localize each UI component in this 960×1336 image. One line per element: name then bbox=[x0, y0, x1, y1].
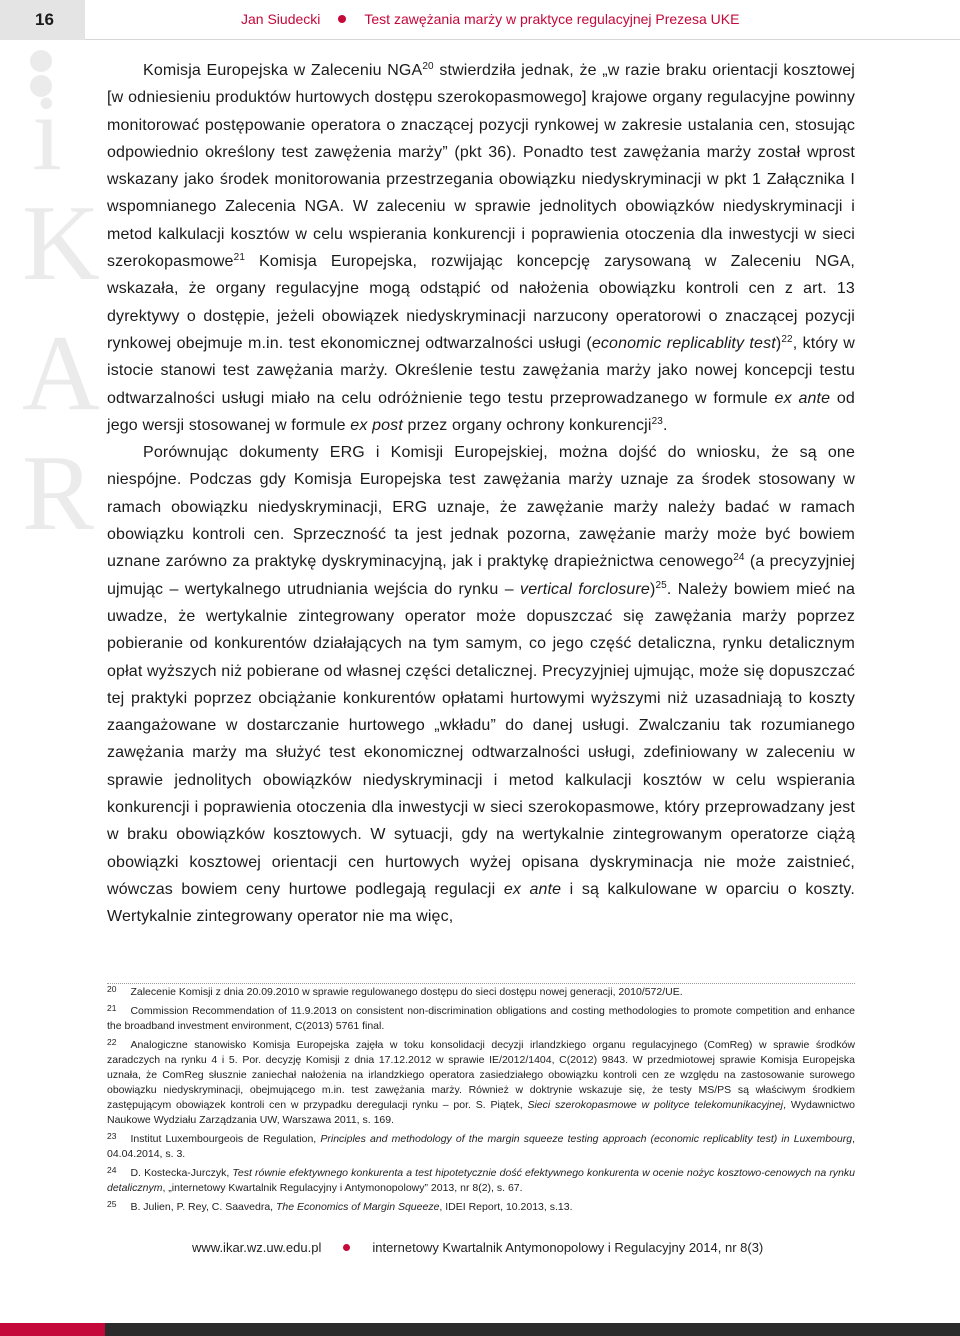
page-number: 16 bbox=[0, 0, 85, 40]
italic-term: ex ante bbox=[503, 880, 562, 898]
footnote-24 bbox=[107, 1166, 855, 1196]
footnote-ref: 20 bbox=[422, 61, 434, 72]
bottom-accent bbox=[0, 1323, 105, 1336]
text-run: ) bbox=[775, 334, 782, 352]
footnote-ref: 23 bbox=[651, 415, 663, 427]
footer-journal: internetowy Kwartalnik Antymonopolowy i Regulacyjny 2014, nr 8(3) bbox=[372, 1240, 764, 1255]
header-rule bbox=[85, 39, 960, 40]
text-run: . Należy bowiem mieć na uwadze, że wertykalnie zintegrowany operator może dopuszczać się zawężania marży poprzez pobieranie od konkurentów działających na tym samym, co jego część detaliczna, rynku detalicznym opłat wyższych niż pobierane od własnej części detalicznej. Precyzyjniej ujmując, może się dopuszczać tej praktyki poprzez obciążanie konkurentów opłatami hurtowymi wyższymi niż uzasadniają to koszty zaangażowane w dostarczanie hurtowego „wkładu” do danej usługi. Zwalczaniu tak rozumianego zawężania marży ma służyć test ekonomicznej odtwarzalności usługi, zdefiniowany w zaleceniu w sprawie jednolitych obowiązków niedyskryminacji i metod kalkulacji kosztów w celu wspierania konkurencji i poprawienia otoczenia dla inwestycji w sieci szerokopasmowe, który przeprowadzany jest w braku obowiązków kosztowych. W sytuacji, gdy na wertykalnie zintegrowanym operatorze ciążą obowiązki kosztowej orientacji cen hurtowych wyżej opisana dyskryminacja nie może zaistnieć, wówczas bowiem ceny hurtowe podlegają regulacji bbox=[107, 580, 856, 898]
footnote-text: , Wydawnictwo Naukowe Wydziału Zarządzania UW, Warszawa 2011, s. 169. bbox=[107, 1099, 855, 1126]
sidebar-letter-i: i bbox=[32, 74, 63, 193]
footnote-italic: The Economics of Margin Squeeze bbox=[276, 1201, 440, 1213]
footnote-text: Zalecenie Komisji z dnia 20.09.2010 w sprawie regulowanego dostępu do sieci dostępu nowej generacji, 2010/572/UE. bbox=[130, 986, 683, 998]
text-run: Komisja Europejska w Zaleceniu NGA bbox=[143, 62, 423, 79]
text-run: (a precyzyjniej ujmując – wertykalnego utrudniania wejścia do rynku – bbox=[107, 553, 856, 598]
footnote-number: 22 bbox=[107, 1037, 117, 1047]
footnote-ref: 22 bbox=[781, 333, 793, 345]
text-run: stwierdziła jednak, że „w razie braku orientacji kosztowej [w odniesieniu produktów hurtowych dostępu szerokopasmowego] krajowe organy regulacyjne powinny monitorować postępowanie operatora o znaczącej pozycji rynkowej w zakresie ustalania cen, stosując odpowiednio określony test zawężenia marży” (pkt 36). Ponadto test zawężania marży został wprost wskazany jako środek monitorowania przestrzegania obowiązku niedyskryminacji w pkt 1 Załącznika I wspomnianego Zalecenia NGA. W zaleceniu w sprawie jednolitych obowiązków niedyskryminacji i metod kalkulacji kosztów w celu wspierania konkurencji i poprawienia otoczenia dla inwestycji w sieci szerokopasmowe bbox=[107, 62, 855, 271]
footnote-text: , 04.04.2014, s. 3. bbox=[107, 1133, 855, 1160]
footnote-text: B. Julien, P. Rey, C. Saavedra, bbox=[130, 1201, 276, 1213]
footnote-ref: 25 bbox=[655, 579, 667, 591]
paragraph-2 bbox=[107, 439, 855, 930]
footnote-text: Commission Recommendation of 11.9.2013 on consistent non-discrimination obligations and costing methodologies to promote competition and enhance the broadband investment environment, C(2013) 5761 final. bbox=[107, 1005, 855, 1032]
footnote-25 bbox=[107, 1200, 855, 1215]
footnote-text: Institut Luxembourgeois de Regulation, bbox=[130, 1133, 321, 1145]
text-run: Porównując dokumenty ERG i Komisji Europejskiej, można dojść do wniosku, że są one niespójne. Podczas gdy Komisja Europejska test zawężania marży uznaje za środek stosowany w ramach obowiązku niedyskryminacji, ERG uznaje, że zawężanie marży należy badać w ramach obowiązku kontroli cen. Sprzeczność ta jest jednak pozorna, zawężanie marży może być bowiem uznane zarówno za praktykę dyskryminacyjną, jak i praktykę drapieżnictwa cenowego bbox=[107, 444, 855, 571]
text-run: od jego wersji stosowanej w formule bbox=[107, 389, 855, 434]
footnote-number: 21 bbox=[107, 1003, 117, 1013]
text-run: przez organy ochrony konkurencji bbox=[402, 416, 652, 434]
paragraph-1 bbox=[107, 57, 855, 439]
footnote-number: 24 bbox=[107, 1165, 117, 1175]
running-header bbox=[241, 11, 739, 27]
footnote-ref: 24 bbox=[733, 552, 745, 564]
bullet-dot-icon bbox=[338, 15, 346, 23]
footnote-text: , IDEI Report, 10.2013, s.13. bbox=[439, 1201, 573, 1213]
footnote-number: 23 bbox=[107, 1131, 117, 1141]
header-title: Test zawężania marży w praktyce regulacyjnej Prezesa UKE bbox=[364, 11, 740, 27]
italic-term: economic replicablity test bbox=[591, 334, 776, 352]
text-run: i są kalkulowane w oparciu o koszty. Wertykalnie zintegrowany operator nie ma więc, bbox=[107, 880, 855, 926]
footnotes bbox=[107, 985, 855, 1219]
footnote-text: Analogiczne stanowisko Komisja Europejska zajęła w toku konsolidacji decyzji irlandzkiego organu regulacyjnego (ComReg) w sprawie środków zaradczych na rynku 4 i 5. Por. decyzję Komisji z dnia 17.12.2012 w sprawie IE/2012/1404, C(2012) 9843. W przedmiotowej sprawie Komisja Europejska uznała, że ComReg słusznie zaniechał nałożenia na irlandzkiego operatora zasiedziałego obowiązku kontroli cen ze względu na zastosowanie surowego obowiązku niedyskryminacji, obejmującego m.in. test zawężania marży. Również w doktrynie wskazuje się, że testy MS/PS są właściwym środkiem zastępującym obowiązek kontroli cen w przypadku deregulacji rynku – por. S. Piątek, bbox=[107, 1039, 855, 1111]
footnote-italic: Sieci szerokopasmowe w polityce telekomunikacyjnej bbox=[527, 1099, 784, 1111]
footnote-21 bbox=[107, 1004, 855, 1034]
footer-url[interactable]: www.ikar.wz.uw.edu.pl bbox=[192, 1240, 322, 1255]
footnote-number: 20 bbox=[107, 984, 117, 994]
text-run: ) bbox=[649, 580, 656, 598]
italic-term: vertical forclosure bbox=[520, 580, 650, 598]
footnote-separator bbox=[107, 983, 855, 984]
text-run: . bbox=[663, 416, 668, 434]
bullet-dot-icon bbox=[343, 1244, 350, 1251]
text-run: , który w istocie stanowi test zawężania marży. Określenie testu zawężania marży jako nowej koncepcji testu odtwarzalności usługi miało na celu odróżnienie tego testu przeprowadzanego w formule bbox=[107, 334, 855, 407]
footnote-22 bbox=[107, 1038, 855, 1128]
text-run: Komisja Europejska, rozwijając koncepcję zarysowaną w Zaleceniu NGA, wskazała, że organy regulacyjne mogą odstąpić od nałożenia obowiązku kontroli cen z art. 13 dyrektywy o dostępie, jeżeli obowiązek niedyskryminacji narzucony operatorowi o znaczącej pozycji rynkowej obejmuje m.in. test ekonomicznej odtwarzalności usługi ( bbox=[107, 253, 855, 352]
footnote-20 bbox=[107, 985, 855, 1000]
footnote-ref: 21 bbox=[233, 252, 246, 264]
footnote-number: 25 bbox=[107, 1199, 117, 1209]
sidebar-letter-r: R bbox=[22, 434, 95, 553]
footnote-text: D. Kostecka-Jurczyk, bbox=[130, 1167, 233, 1179]
sidebar-letter-k: K bbox=[22, 184, 100, 303]
italic-term: ex ante bbox=[774, 389, 831, 407]
page-footer bbox=[192, 1240, 763, 1255]
sidebar-letter-a: A bbox=[22, 314, 100, 433]
dot-icon bbox=[30, 50, 52, 72]
footnote-23 bbox=[107, 1132, 855, 1162]
footnote-text: , „internetowy Kwartalnik Regulacyjny i Antymonopolowy” 2013, nr 8(2), s. 67. bbox=[162, 1182, 523, 1194]
bottom-band bbox=[0, 1323, 960, 1336]
footnote-italic: Test równie efektywnego konkurenta a test hipotetycznie dość efektywnego konkurenta w ocenie nożyc kosztowo-cenowych na rynku detalicznym bbox=[107, 1167, 855, 1194]
header-author: Jan Siudecki bbox=[241, 11, 321, 27]
italic-term: ex post bbox=[350, 416, 403, 434]
main-text bbox=[107, 57, 855, 931]
footnote-italic: Principles and methodology of the margin squeeze testing approach (economic replicablity test) in Luxembourg bbox=[320, 1133, 853, 1145]
